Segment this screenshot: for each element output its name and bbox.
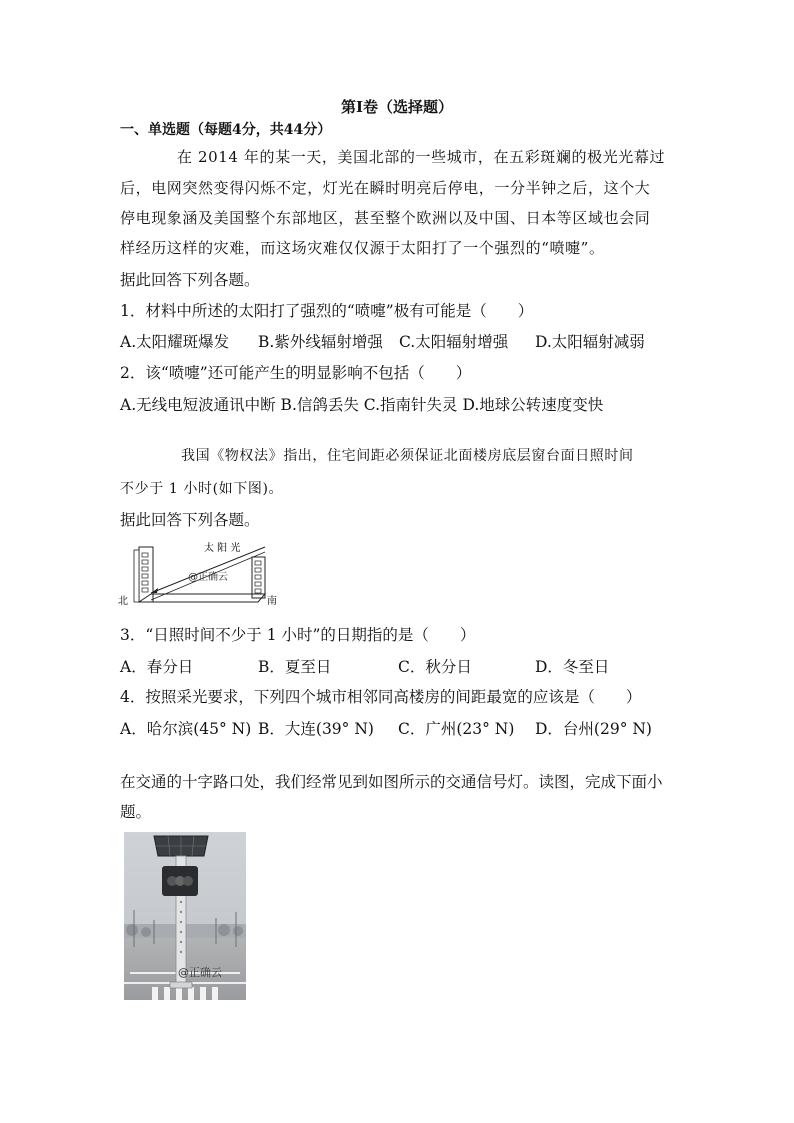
question-3-stem: 3．“日照时间不少于 1 小时”的日期指的是（ ） (120, 626, 476, 644)
q4-option-b[interactable]: B．大连(39° N) (258, 720, 374, 738)
q4-option-d[interactable]: D．台州(29° N) (535, 720, 652, 738)
passage1-instruction: 据此回答下列各题。 (120, 271, 260, 289)
q3-option-c[interactable]: C．秋分日 (398, 658, 472, 676)
sun-label: 太 阳 光 (204, 543, 241, 554)
watermark: @正确云 (178, 966, 222, 979)
q1-option-c[interactable]: C.太阳辐射增强 (399, 333, 509, 351)
question-1-stem: 1．材料中所述的太阳打了强烈的“喷嚏”极有可能是（ ） (120, 302, 534, 320)
passage1-line-4: 样经历这样的灾难，而这场灾难仅仅源于太阳打了一个强烈的“喷嚏”。 (120, 239, 605, 257)
q3-option-d[interactable]: D．冬至日 (535, 658, 610, 676)
q2-options[interactable]: A.无线电短波通讯中断 B.信鸽丢失 C.指南针失灵 D.地球公转速度变快 (120, 396, 604, 414)
passage2-line-1: 我国《物权法》指出，住宅间距必须保证北面楼房底层窗台面日照时间 (181, 448, 634, 464)
passage3-line-1: 在交通的十字路口处，我们经常见到如图所示的交通信号灯。读图，完成下面小 (120, 773, 663, 791)
q1-option-d[interactable]: D.太阳辐射减弱 (535, 333, 645, 351)
q3-option-b[interactable]: B．夏至日 (258, 658, 332, 676)
question-2-stem: 2．该“喷嚏”还可能产生的明显影响不包括（ ） (120, 364, 472, 382)
page-title: 第Ⅰ卷（选择题） (340, 98, 454, 116)
south-label: 南 (267, 596, 277, 607)
passage2-instruction: 据此回答下列各题。 (120, 511, 260, 529)
q4-option-a[interactable]: A．哈尔滨(45° N) (120, 720, 252, 738)
crosswalk-stripes (152, 987, 218, 1000)
passage1-line-1: 在 2014 年的某一天，美国北部的一些城市，在五彩斑斓的极光光幕过 (177, 148, 666, 166)
passage2-line-2: 不少于 1 小时(如下图)。 (120, 481, 284, 497)
q1-option-a[interactable]: A.太阳耀斑爆发 (120, 333, 230, 351)
north-label: 北 (118, 596, 128, 607)
ground-plane (139, 594, 265, 602)
traffic-signal-icon (162, 866, 198, 896)
passage1-line-3: 停电现象涵及美国整个东部地区，甚至整个欧洲以及中国、日本等区域也会同 (120, 209, 651, 227)
q4-option-c[interactable]: C．广州(23° N) (398, 720, 515, 738)
question-4-stem: 4．按照采光要求，下列四个城市相邻同高楼房的间距最宽的应该是（ ） (120, 688, 642, 706)
q1-option-b[interactable]: B.紫外线辐射增强 (258, 333, 383, 351)
watermark: @正确云 (188, 572, 228, 583)
section-heading: 一、单选题（每题4分，共44分） (120, 122, 332, 138)
sunlight-spacing-diagram (118, 538, 280, 608)
passage3-line-2: 题。 (120, 803, 152, 821)
solar-panel-icon (154, 836, 208, 856)
q3-option-a[interactable]: A．春分日 (120, 658, 194, 676)
traffic-light-photo (124, 832, 246, 1000)
passage1-line-2: 后，电网突然变得闪烁不定，灯光在瞬时明亮后停电，一分半钟之后，这个大 (120, 179, 651, 197)
